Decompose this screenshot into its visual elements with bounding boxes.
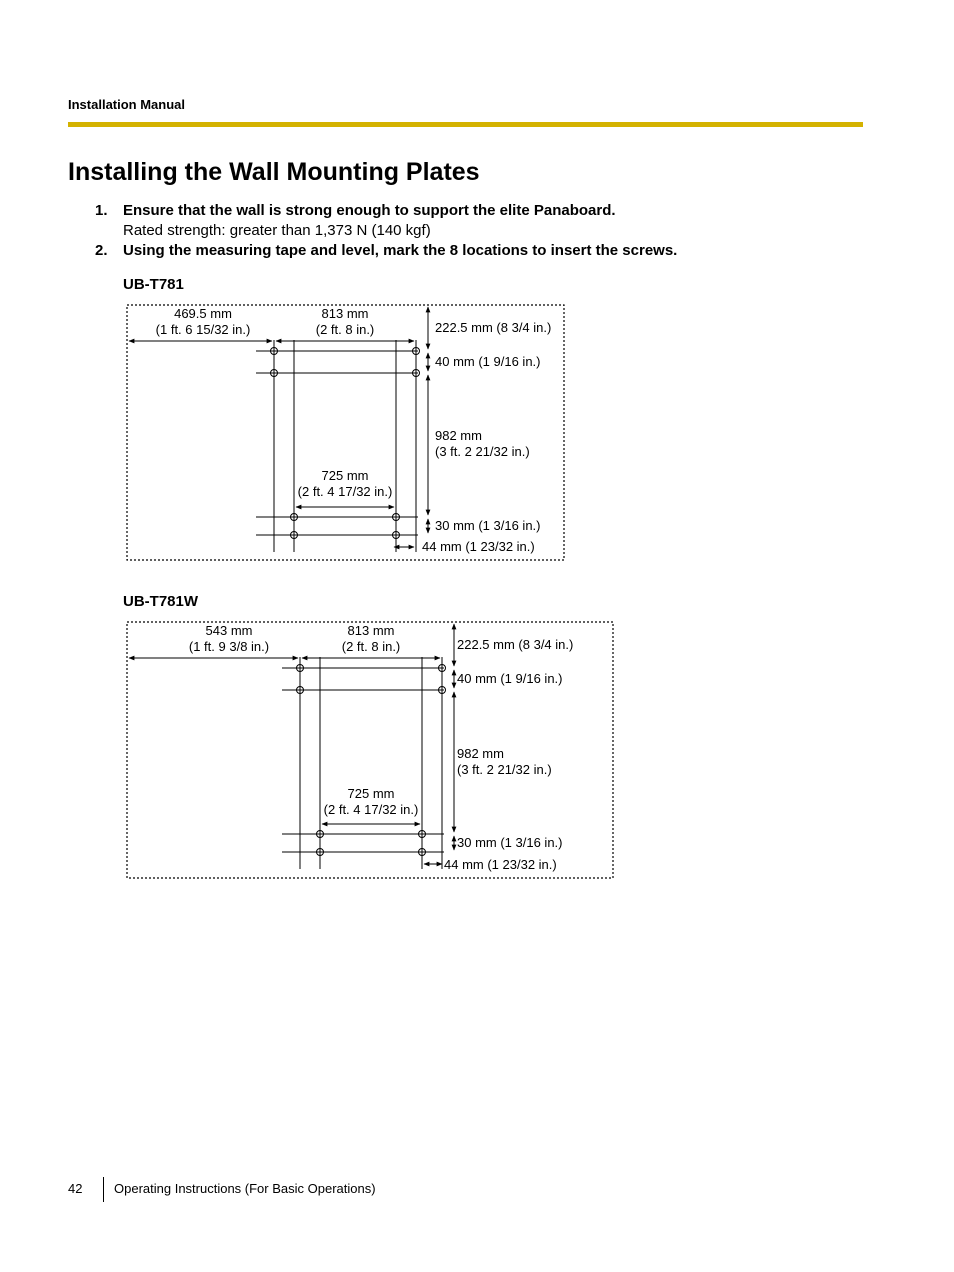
bottom-width-mm: 725 mm [347, 786, 395, 801]
lower-gap-label: 30 mm (1 3/16 in.) [435, 518, 541, 533]
left-offset-mm: 469.5 mm [174, 306, 232, 321]
footer-divider [103, 1177, 104, 1202]
top-width-in: (2 ft. 8 in.) [341, 639, 401, 654]
diagram-ub-t781 [127, 305, 564, 560]
step-number: 1. [95, 202, 108, 219]
upper-gap-label: 40 mm (1 9/16 in.) [435, 354, 541, 369]
bottom-width-in: (2 ft. 4 17/32 in.) [297, 484, 393, 499]
page-number: 42 [68, 1181, 83, 1196]
upper-gap-label: 40 mm (1 9/16 in.) [457, 671, 563, 686]
page-title: Installing the Wall Mounting Plates [68, 158, 480, 186]
left-offset-mm: 543 mm [205, 623, 253, 638]
height-mm: 982 mm [435, 428, 482, 443]
side-offset-label: 44 mm (1 23/32 in.) [422, 539, 535, 554]
top-width-mm: 813 mm [321, 306, 369, 321]
lower-gap-label: 30 mm (1 3/16 in.) [457, 835, 563, 850]
top-width-mm: 813 mm [347, 623, 395, 638]
model-label-ub-t781: UB-T781 [123, 276, 184, 293]
step-text: Ensure that the wall is strong enough to support the elite Panaboard. [123, 202, 616, 219]
top-offset-label: 222.5 mm (8 3/4 in.) [435, 320, 552, 335]
diagram-ub-t781w [127, 622, 613, 878]
header-label: Installation Manual [68, 97, 186, 112]
step-1-note: Rated strength: greater than 1,373 N (140 kgf) [123, 222, 431, 239]
footer-text: Operating Instructions (For Basic Operations) [114, 1181, 376, 1196]
top-width-in: (2 ft. 8 in.) [315, 322, 375, 337]
step-text: Using the measuring tape and level, mark the 8 locations to insert the screws. [123, 242, 678, 259]
side-offset-label: 44 mm (1 23/32 in.) [444, 857, 557, 872]
left-offset-in: (1 ft. 6 15/32 in.) [155, 322, 251, 337]
height-in: (3 ft. 2 21/32 in.) [435, 444, 530, 459]
left-offset-in: (1 ft. 9 3/8 in.) [188, 639, 270, 654]
bottom-width-in: (2 ft. 4 17/32 in.) [323, 802, 419, 817]
height-in: (3 ft. 2 21/32 in.) [457, 762, 552, 777]
bottom-width-mm: 725 mm [321, 468, 369, 483]
height-mm: 982 mm [457, 746, 504, 761]
step-number: 2. [95, 242, 108, 259]
model-label-ub-t781w: UB-T781W [123, 593, 199, 610]
top-offset-label: 222.5 mm (8 3/4 in.) [457, 637, 574, 652]
